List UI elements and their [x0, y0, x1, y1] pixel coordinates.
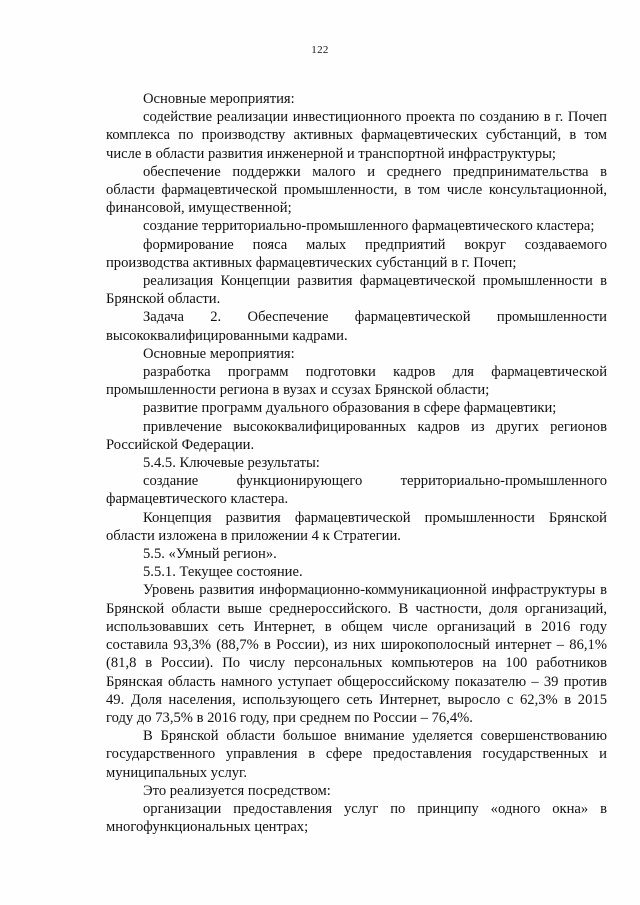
paragraph-dual-education: развитие программ дуального образования в сфере фармацевтики; [143, 400, 557, 417]
paragraph-investment-project: содействие реализации инвестиционного проекта по созданию в г. Почеп комплекса по производству активных фармацевтических субстанций, в том числе в области развития инженерной и транспортной инфраструктуры; [106, 109, 607, 162]
section-heading-key-results: 5.4.5. Ключевые результаты: [143, 455, 320, 472]
paragraph-main-activities-heading: Основные мероприятия: [143, 91, 295, 107]
section-heading-smart-region: 5.5. «Умный регион». [143, 546, 277, 563]
section-heading-current-state: 5.5.1. Текущее состояние. [143, 564, 303, 581]
paragraph-task-2: Задача 2. Обеспечение фармацевтической промышленности высококвалифицированными кадрами. [106, 309, 607, 344]
paragraph-public-administration: В Брянской области большое внимание уделяется совершенствованию государственного управления в сфере предоставления государственных и муниципальных услуг. [106, 728, 607, 781]
paragraph-pharma-concept: реализация Концепции развития фармацевтической промышленности в Брянской области. [106, 273, 607, 308]
paragraph-attracting-staff: привлечение высококвалифицированных кадров из других регионов Российской Федерации. [106, 418, 607, 453]
paragraph-small-business-support: обеспечение поддержки малого и среднего предпринимательства в области фармацевтической промышленности, в том числе консультационной, финансовой, имущественной; [106, 163, 607, 217]
paragraph-concept-appendix: Концепция развития фармацевтической промышленности Брянской области изложена в приложении 4 к Стратегии. [106, 509, 607, 544]
paragraph-ict-infrastructure: Уровень развития информационно-коммуникационной инфраструктуры в Брянской области выше среднероссийского. В частности, доля организаций, использовавших сеть Интернет, в общем числе организаций в 2016 году составила 93,3% (88,7% в России), из них широкополосный интернет – 86,1% (81,8 в России). По числу персональных компьютеров на 100 работников Брянская область намного уступает общероссийскому показателю – 39 против 49. Доля населения, использующего сеть Интернет, выросло с 62,3% в 2015 году до 73,5% в 2016 году, при среднем по России – 76,4%. [106, 582, 607, 726]
body-text [106, 90, 607, 836]
paragraph-main-activities-heading-2: Основные мероприятия: [143, 345, 295, 362]
paragraph-training-programs: разработка программ подготовки кадров для фармацевтической промышленности региона в вузах и ссузах Брянской области; [106, 364, 607, 399]
paragraph-cluster-result: создание функционирующего территориально-промышленного фармацевтического кластера. [106, 473, 607, 508]
paragraph-implemented-through: Это реализуется посредством: [143, 782, 331, 799]
paragraph-one-window: организации предоставления услуг по принципу «одного окна» в многофункциональных центрах; [106, 800, 607, 836]
page-number: 122 [311, 44, 329, 56]
paragraph-cluster-creation: создание территориально-промышленного фармацевтического кластера; [143, 218, 595, 235]
paragraph-small-enterprise-belt: формирование пояса малых предприятий вокруг создаваемого производства активных фармацевтических субстанций в г. Почеп; [106, 236, 607, 271]
